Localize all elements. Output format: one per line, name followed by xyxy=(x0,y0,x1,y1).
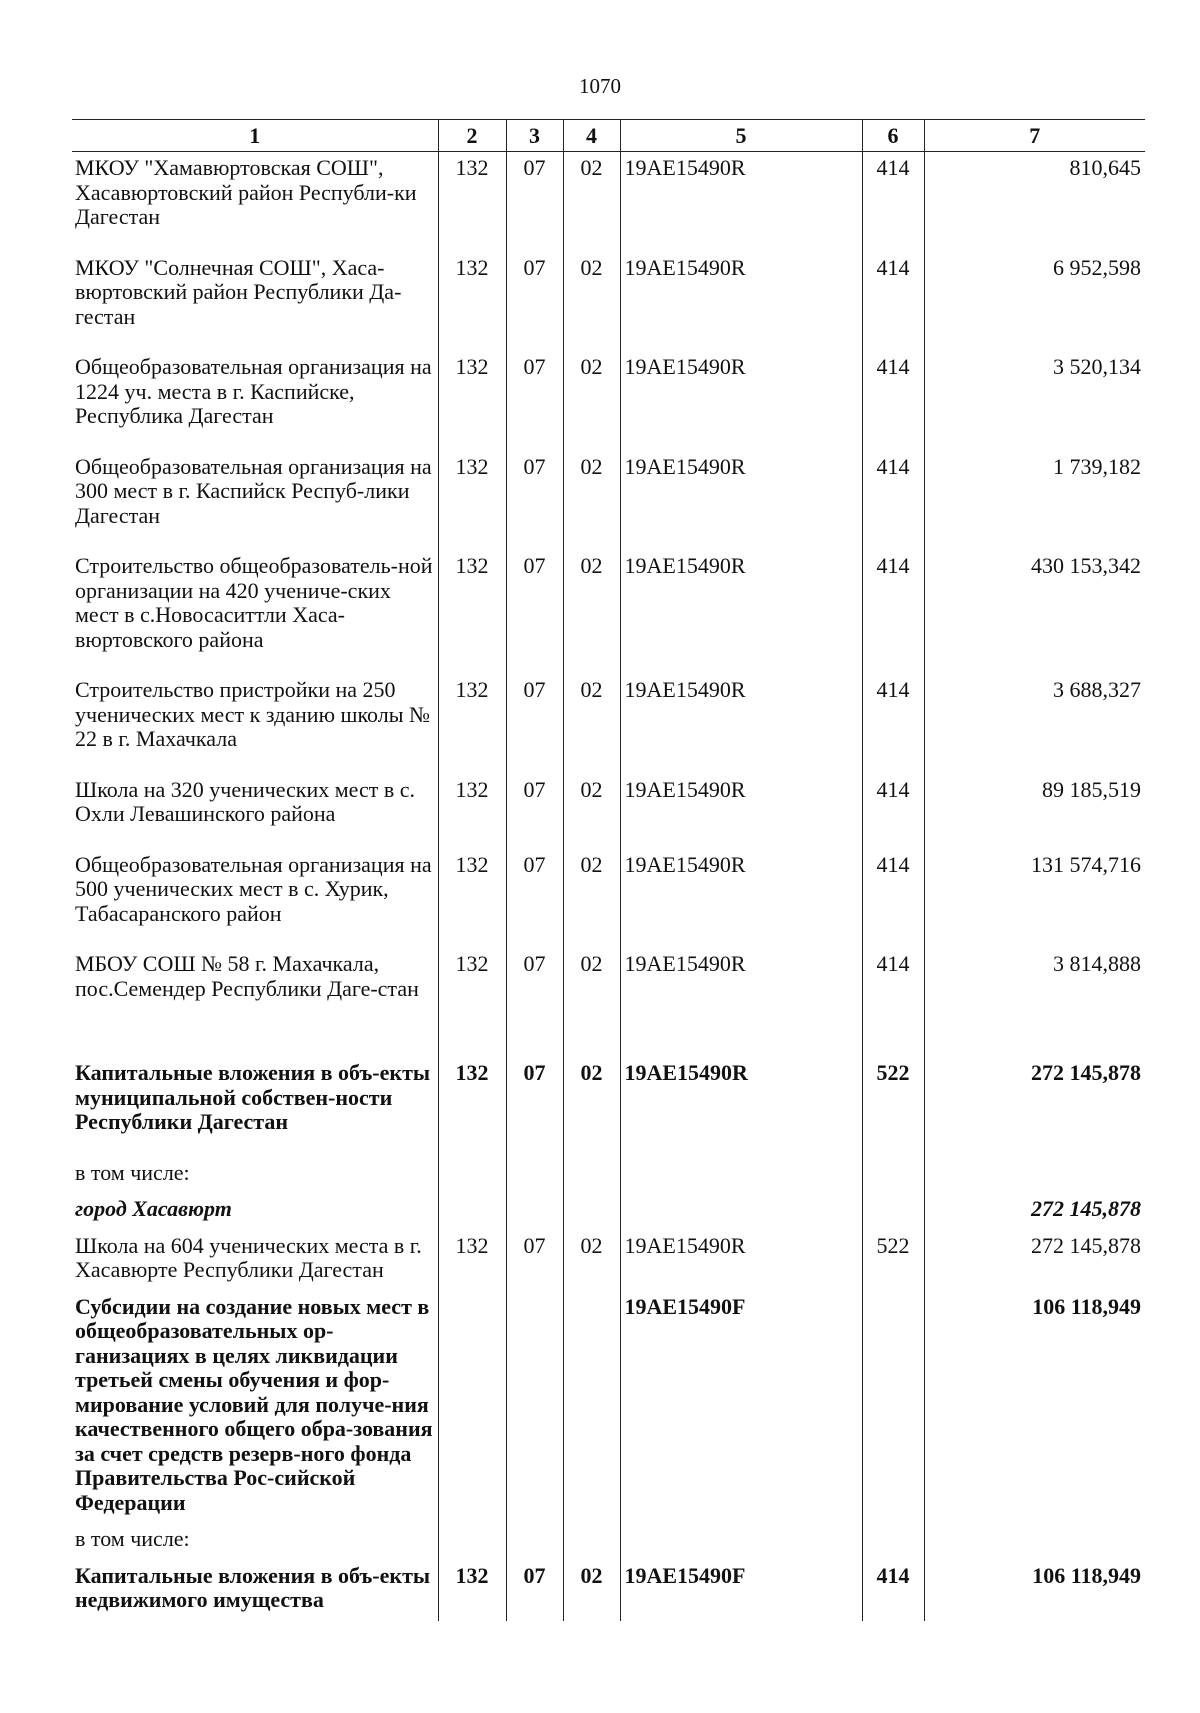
row-col6: 414 xyxy=(862,774,924,849)
row-col2: 132 xyxy=(438,774,506,849)
table-row xyxy=(72,849,1145,949)
row-col3: 07 xyxy=(506,1057,563,1157)
row-col2: 132 xyxy=(438,351,506,451)
table-row xyxy=(72,674,1145,774)
row-amount: 272 145,878 xyxy=(924,1193,1145,1230)
row-col6: 414 xyxy=(862,451,924,551)
row-amount: 272 145,878 xyxy=(924,1230,1145,1291)
row-name: Общеобразовательная организация на 1224 уч. места в г. Каспийске, Республика Дагестан xyxy=(75,354,432,428)
row-col4: 02 xyxy=(563,550,620,674)
row-name: МКОУ "Хамавюртовская СОШ", Хасавюртовский район Республи-ки Дагестан xyxy=(75,155,417,229)
row-col3: 07 xyxy=(506,1230,563,1291)
table-row xyxy=(72,1230,1145,1291)
row-col4: 02 xyxy=(563,948,620,1023)
row-name: Субсидии на создание новых мест в общеобразовательных ор-ганизациях в целях ликвидации третьей смены обучения и фор-мирование условий для получе-ния качественного общего обра-зования за счет средств резерв-ного фонда Правительства Рос-сийской Федерации xyxy=(75,1293,433,1515)
row-col4: 02 xyxy=(563,1057,620,1157)
row-col2: 132 xyxy=(438,550,506,674)
row-col5: 19AE15490R xyxy=(620,351,862,451)
row-name: Капитальные вложения в объ-екты недвижимого имущества xyxy=(75,1562,431,1612)
row-col6: 414 xyxy=(862,1560,924,1621)
row-col2: 132 xyxy=(438,451,506,551)
row-name: Школа на 320 ученических мест в с. Охли Левашинского района xyxy=(75,776,416,826)
table-row xyxy=(72,152,1145,252)
row-col5: 19AE15490R xyxy=(620,774,862,849)
row-col3: 07 xyxy=(506,252,563,352)
row-col6: 522 xyxy=(862,1057,924,1157)
row-amount: 106 118,949 xyxy=(924,1560,1145,1621)
row-col5: 19AE15490R xyxy=(620,152,862,252)
table-row xyxy=(72,1560,1145,1621)
row-col5: 19AE15490R xyxy=(620,1057,862,1157)
row-name: МКОУ "Солнечная СОШ", Хаса-вюртовский район Республики Да-гестан xyxy=(75,254,402,329)
row-amount: 3 688,327 xyxy=(924,674,1145,774)
row-col4: 02 xyxy=(563,849,620,949)
row-amount: 430 153,342 xyxy=(924,550,1145,674)
table-row xyxy=(72,1291,1145,1524)
row-col6: 414 xyxy=(862,674,924,774)
row-name: в том числе: xyxy=(75,1159,190,1185)
table-row xyxy=(72,550,1145,674)
row-col3: 07 xyxy=(506,774,563,849)
row-amount: 6 952,598 xyxy=(924,252,1145,352)
row-col2: 132 xyxy=(438,849,506,949)
row-col2: 132 xyxy=(438,1230,506,1291)
row-col5: 19AE15490R xyxy=(620,252,862,352)
table-row xyxy=(72,252,1145,352)
page-number: 1070 xyxy=(579,74,621,98)
row-col4: 02 xyxy=(563,1560,620,1621)
row-col5: 19AE15490R xyxy=(620,948,862,1023)
row-amount: 1 739,182 xyxy=(924,451,1145,551)
row-col3: 07 xyxy=(506,351,563,451)
row-col4: 02 xyxy=(563,451,620,551)
row-col5: 19AE15490R xyxy=(620,674,862,774)
column-header: 1 xyxy=(72,120,438,152)
row-amount: 106 118,949 xyxy=(924,1291,1145,1524)
row-col2: 132 xyxy=(438,1057,506,1157)
row-amount: 89 185,519 xyxy=(924,774,1145,849)
row-col2: 132 xyxy=(438,252,506,352)
row-name: город Хасавюрт xyxy=(75,1196,232,1221)
row-col5: 19AE15490R xyxy=(620,550,862,674)
budget-table-container xyxy=(72,119,1145,1621)
table-row xyxy=(72,1157,1145,1194)
row-col4: 02 xyxy=(563,774,620,849)
column-header: 7 xyxy=(924,120,1145,152)
spacer-row xyxy=(72,1023,1145,1057)
row-col4: 02 xyxy=(563,674,620,774)
row-col3: 07 xyxy=(506,849,563,949)
column-header: 6 xyxy=(862,120,924,152)
row-col5: 19AE15490F xyxy=(620,1291,862,1524)
table-row xyxy=(72,948,1145,1023)
row-col5: 19AE15490R xyxy=(620,451,862,551)
budget-table xyxy=(72,119,1145,1621)
row-name: Школа на 604 ученических места в г. Хасавюрте Республики Дагестан xyxy=(75,1232,422,1282)
row-col3: 07 xyxy=(506,948,563,1023)
row-col3: 07 xyxy=(506,550,563,674)
row-col3: 07 xyxy=(506,451,563,551)
header-row xyxy=(72,120,1145,152)
row-amount: 131 574,716 xyxy=(924,849,1145,949)
row-name: Общеобразовательная организация на 300 мест в г. Каспийск Респуб-лики Дагестан xyxy=(75,453,432,528)
row-col4: 02 xyxy=(563,351,620,451)
row-col2: 132 xyxy=(438,674,506,774)
row-col4: 02 xyxy=(563,1230,620,1291)
column-header: 3 xyxy=(506,120,563,152)
row-col5: 19AE15490R xyxy=(620,1230,862,1291)
row-col2: 132 xyxy=(438,1560,506,1621)
row-amount: 810,645 xyxy=(924,152,1145,252)
row-col6: 414 xyxy=(862,948,924,1023)
row-col3: 07 xyxy=(506,152,563,252)
row-col3: 07 xyxy=(506,1560,563,1621)
row-col6: 414 xyxy=(862,351,924,451)
row-col6: 414 xyxy=(862,550,924,674)
row-name: Строительство пристройки на 250 ученических мест к зданию школы № 22 в г. Махачкала xyxy=(75,677,430,751)
row-col2: 132 xyxy=(438,152,506,252)
row-col5: 19AE15490F xyxy=(620,1560,862,1621)
row-name: Строительство общеобразователь-ной организации на 420 учениче-ских мест в с.Новосаситтли Хаса-вюртовского района xyxy=(75,553,433,652)
table-row xyxy=(72,774,1145,849)
column-header: 5 xyxy=(620,120,862,152)
table-row xyxy=(72,1057,1145,1157)
row-name: в том числе: xyxy=(75,1526,190,1551)
row-col2: 132 xyxy=(438,948,506,1023)
row-col4: 02 xyxy=(563,252,620,352)
row-col6: 414 xyxy=(862,849,924,949)
table-row xyxy=(72,351,1145,451)
column-header: 4 xyxy=(563,120,620,152)
row-col3: 07 xyxy=(506,674,563,774)
row-col6: 414 xyxy=(862,152,924,252)
column-header: 2 xyxy=(438,120,506,152)
row-amount: 272 145,878 xyxy=(924,1057,1145,1157)
row-name: Общеобразовательная организация на 500 ученических мест в с. Хурик, Табасаранского район xyxy=(75,851,432,926)
row-col4: 02 xyxy=(563,152,620,252)
table-row xyxy=(72,451,1145,551)
row-name: МБОУ СОШ № 58 г. Махачкала, пос.Семендер Республики Даге-стан xyxy=(75,951,419,1001)
table-row xyxy=(72,1523,1145,1560)
row-col5: 19AE15490R xyxy=(620,849,862,949)
row-amount: 3 520,134 xyxy=(924,351,1145,451)
row-amount: 3 814,888 xyxy=(924,948,1145,1023)
row-col6: 414 xyxy=(862,252,924,352)
table-row xyxy=(72,1193,1145,1230)
row-name: Капитальные вложения в объ-екты муниципальной собствен-ности Республики Дагестан xyxy=(75,1060,431,1134)
row-col6: 522 xyxy=(862,1230,924,1291)
